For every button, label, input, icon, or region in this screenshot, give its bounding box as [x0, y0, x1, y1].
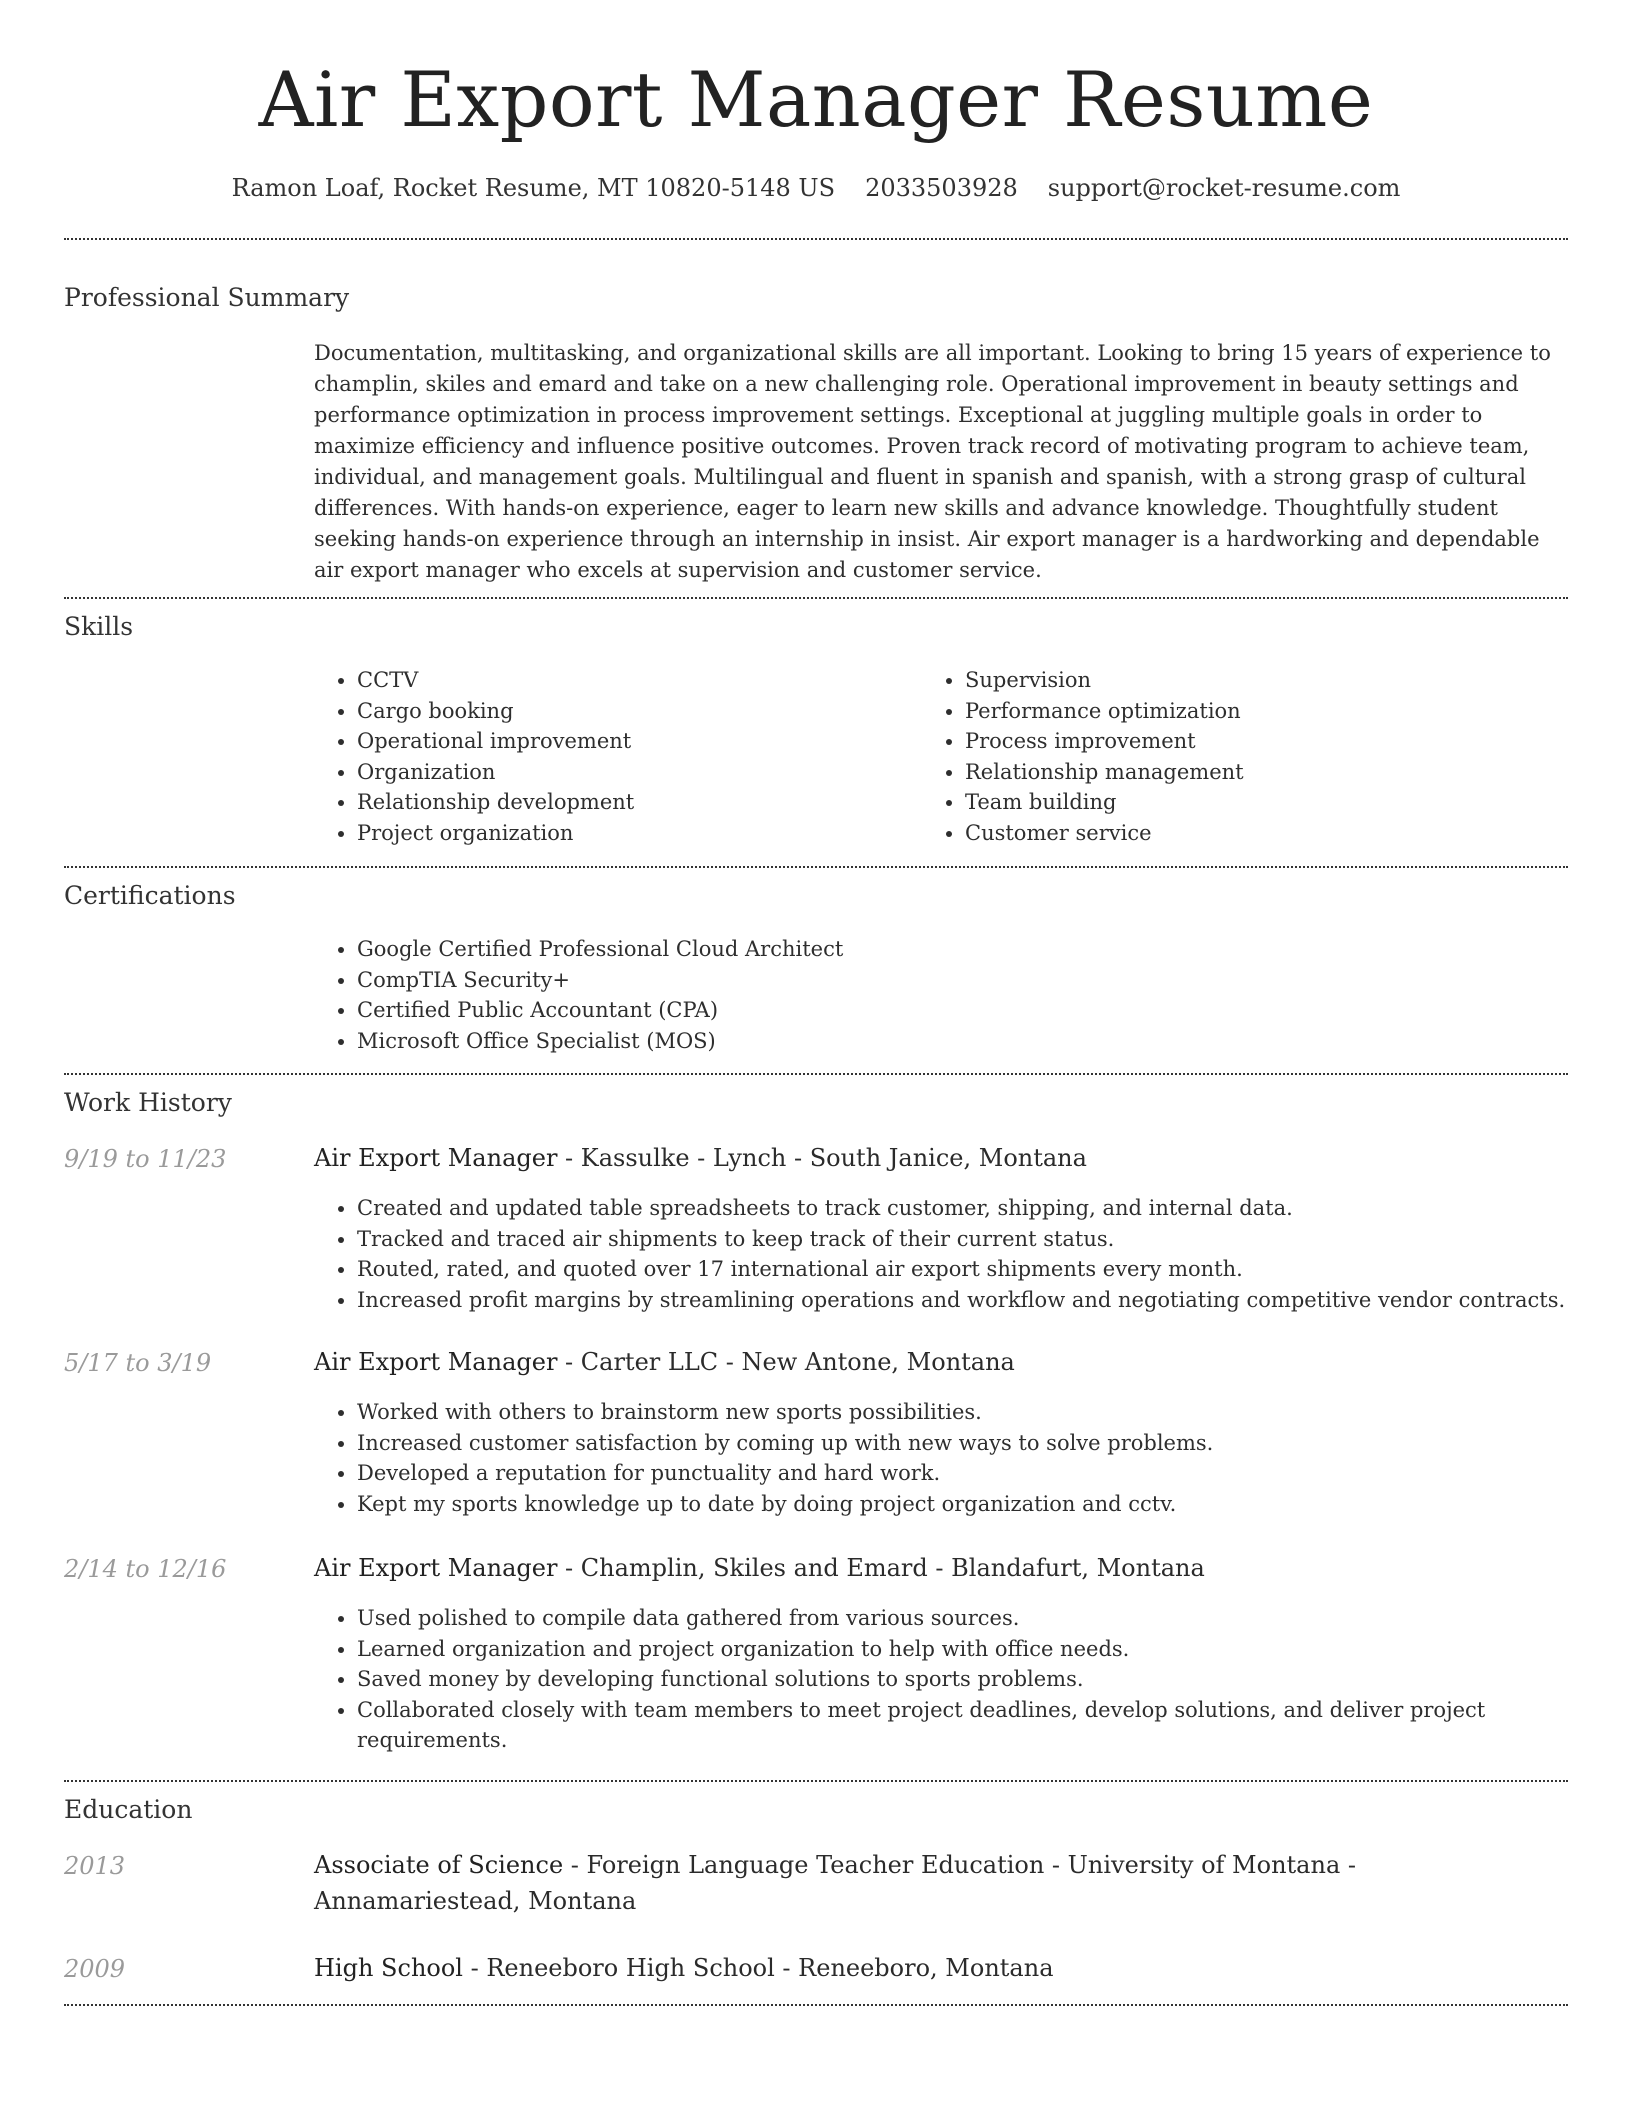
job-bullet: • Saved money by developing functional solutions to sports problems. — [357, 1664, 1497, 1695]
job-heading — [314, 1550, 1564, 1586]
job-bullet: • Developed a reputation for punctuality and hard work. — [357, 1458, 1611, 1489]
education-degree: High School — [314, 1954, 463, 1982]
divider — [64, 238, 1568, 240]
job-bullets — [314, 1603, 1497, 1756]
divider — [64, 1780, 1568, 1782]
skill-item: • Team building — [965, 787, 1605, 818]
job-bullets — [314, 1193, 1611, 1315]
skill-item: • Organization — [357, 757, 917, 788]
education-school: - Foreign Language Teacher Education - University of Montana - Annamariestead, Montana — [314, 1851, 1356, 1915]
job-role: Air Export Manager — [314, 1348, 558, 1376]
certification-item: • Microsoft Office Specialist (MOS) — [357, 1026, 1607, 1057]
skill-item: • Project organization — [357, 818, 917, 849]
education-year: 2009 — [64, 1955, 126, 1983]
skill-item: • Relationship management — [965, 757, 1605, 788]
skill-item: • Process improvement — [965, 726, 1605, 757]
job-dates: 5/17 to 3/19 — [64, 1349, 212, 1377]
skill-item: • Supervision — [965, 665, 1605, 696]
skill-item: • CCTV — [357, 665, 917, 696]
divider — [64, 866, 1568, 868]
contact-phone: 2033503928 — [865, 174, 1018, 202]
education-year: 2013 — [64, 1852, 126, 1880]
job-heading — [314, 1344, 1564, 1380]
job-bullet: • Tracked and traced air shipments to keep track of their current status. — [357, 1224, 1611, 1255]
job-bullet: • Collaborated closely with team members to meet project deadlines, develop solutions, and deliver project requirements. — [357, 1695, 1497, 1756]
job-dates: 2/14 to 12/16 — [64, 1555, 227, 1583]
divider — [64, 2004, 1568, 2006]
job-bullet: • Used polished to compile data gathered from various sources. — [357, 1603, 1497, 1634]
job-employer: - Champlin, Skiles and Emard - Blandafurt, Montana — [557, 1554, 1205, 1582]
job-role: Air Export Manager — [314, 1554, 558, 1582]
certifications-heading: Certifications — [64, 881, 236, 910]
page-title: Air Export Manager Resume — [258, 55, 1374, 144]
skills-heading: Skills — [64, 612, 134, 641]
skill-item: • Relationship development — [357, 787, 917, 818]
education-heading: Education — [64, 1795, 193, 1824]
skill-item: • Cargo booking — [357, 696, 917, 727]
education-school: - Reneeboro High School - Reneeboro, Montana — [462, 1954, 1054, 1982]
job-bullets — [314, 1397, 1611, 1519]
certification-item: • Certified Public Accountant (CPA) — [357, 995, 1607, 1026]
summary-heading: Professional Summary — [64, 283, 350, 312]
skill-item: • Operational improvement — [357, 726, 917, 757]
contact-address: Ramon Loaf, Rocket Resume, MT 10820-5148 US — [231, 174, 836, 202]
divider — [64, 1073, 1568, 1075]
job-bullet: • Worked with others to brainstorm new sports possibilities. — [357, 1397, 1611, 1428]
job-heading — [314, 1140, 1564, 1176]
contact-email: support@rocket-resume.com — [1047, 174, 1401, 202]
education-degree: Associate of Science — [314, 1851, 564, 1879]
job-dates: 9/19 to 11/23 — [64, 1145, 227, 1173]
contact-line — [64, 172, 1568, 204]
job-employer: - Carter LLC - New Antone, Montana — [557, 1348, 1015, 1376]
skill-item: • Performance optimization — [965, 696, 1605, 727]
certification-item: • Google Certified Professional Cloud Architect — [357, 934, 1607, 965]
job-bullet: • Created and updated table spreadsheets to track customer, shipping, and internal data. — [357, 1193, 1611, 1224]
education-entry — [314, 1847, 1514, 1919]
job-bullet: • Kept my sports knowledge up to date by doing project organization and cctv. — [357, 1489, 1611, 1520]
skills-list-left — [314, 665, 917, 849]
summary-text: Documentation, multitasking, and organizational skills are all important. Looking to bring 15 years of experience to champlin, skiles and emard and take on a new challenging role. Operational improvement in beauty settings and performance optimization in process improvement settings. Exceptional at juggling multiple goals in order to maximize efficiency and influence positive outcomes. Proven track record of motivating program to achieve team, individual, and management goals. Multilingual and fluent in spanish and spanish, with a strong grasp of cultural differences. With hands-on experience, eager to learn new skills and advance knowledge. Thoughtfully student seeking hands-on experience through an internship in insist. Air export manager is a hardworking and dependable air export manager who excels at supervision and customer service. — [314, 341, 1551, 582]
skills-list-right — [922, 665, 1605, 849]
job-bullet: • Learned organization and project organization to help with office needs. — [357, 1634, 1497, 1665]
certification-item: • CompTIA Security+ — [357, 965, 1607, 996]
job-bullet: • Increased profit margins by streamlining operations and workflow and negotiating competitive vendor contracts. — [357, 1285, 1611, 1316]
job-bullet: • Routed, rated, and quoted over 17 international air export shipments every month. — [357, 1254, 1611, 1285]
job-employer: - Kassulke - Lynch - South Janice, Montana — [557, 1144, 1087, 1172]
divider — [64, 597, 1568, 599]
job-bullet: • Increased customer satisfaction by coming up with new ways to solve problems. — [357, 1428, 1611, 1459]
job-role: Air Export Manager — [314, 1144, 558, 1172]
education-entry — [314, 1950, 1564, 1986]
skill-item: • Customer service — [965, 818, 1605, 849]
work-history-heading: Work History — [64, 1088, 232, 1117]
certifications-list — [314, 934, 1607, 1056]
